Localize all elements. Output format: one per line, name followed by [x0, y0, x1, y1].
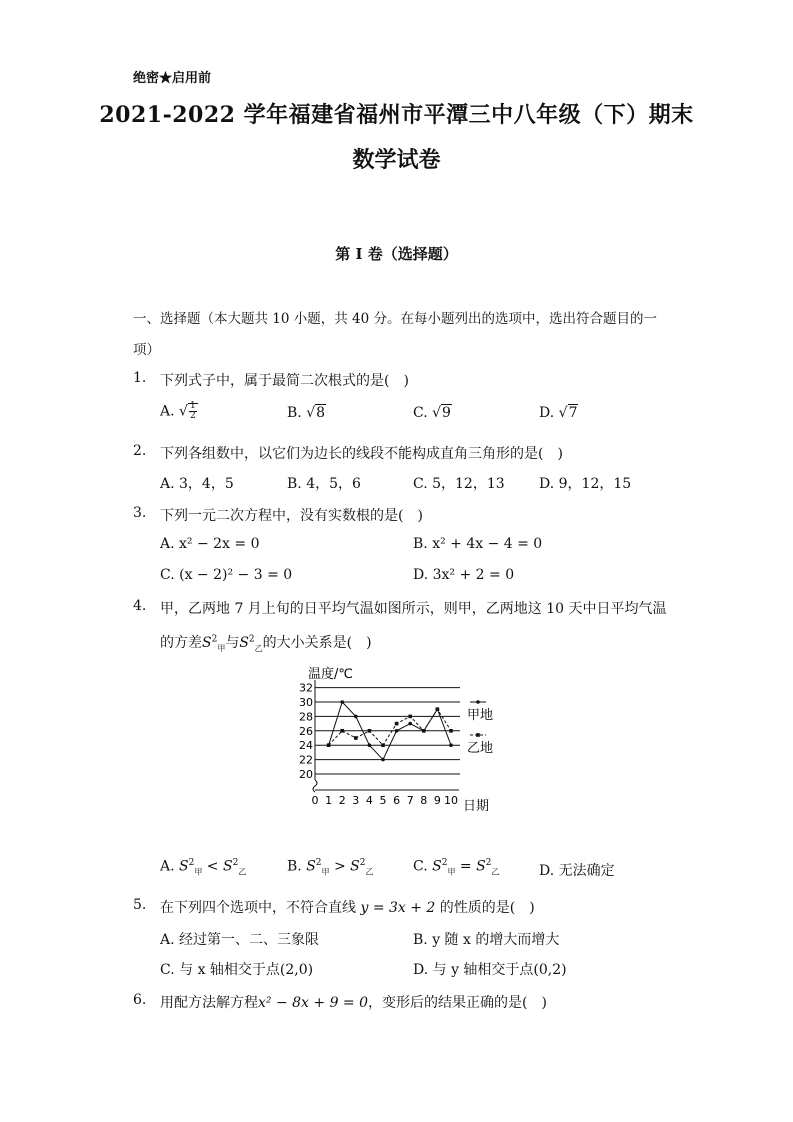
- subscript-jia: 甲: [447, 867, 456, 877]
- q4-option-b: [287, 858, 374, 877]
- radicand: 8: [316, 405, 326, 421]
- q2-option-d: D. 9，12，15: [539, 476, 632, 492]
- question-number: 3.: [133, 505, 147, 521]
- q4-text-post: 的大小关系是( ): [262, 635, 372, 651]
- q1-option-a: [160, 402, 198, 421]
- data-point-jia: [408, 722, 412, 726]
- q1-option-b: B. √8: [287, 405, 326, 421]
- relation-symbol: >: [333, 858, 346, 875]
- q1-option-c: C. √9: [413, 405, 451, 421]
- superscript: 2: [232, 858, 239, 868]
- data-point-yi: [436, 707, 440, 711]
- data-point-jia: [340, 700, 344, 704]
- series-line-yi: [329, 709, 451, 745]
- option-label: B.: [287, 405, 302, 421]
- q6-equation: x² − 8x + 9 = 0: [258, 995, 369, 1011]
- q3-option-a: A. x² − 2x = 0: [160, 536, 260, 552]
- confidential-label: 绝密★启用前: [133, 71, 212, 86]
- chart-xlabel: 日期: [463, 799, 490, 814]
- superscript: 2: [188, 858, 195, 868]
- subscript-yi: 乙: [365, 867, 374, 877]
- question-4-text-line2: [160, 632, 372, 654]
- superscript: 2: [485, 858, 492, 868]
- q5-text-pre: 在下列四个选项中，不符合直线: [160, 900, 356, 916]
- question-number: 6.: [133, 992, 147, 1008]
- variance-symbol: S: [179, 858, 189, 875]
- x-tick-label: 9: [433, 794, 441, 807]
- q2-option-a: A. 3，4，5: [160, 476, 234, 492]
- data-point-jia: [381, 758, 385, 762]
- exam-title-line2: 数学试卷: [352, 147, 441, 173]
- chart-grid: [313, 680, 460, 792]
- subscript-jia: 甲: [321, 867, 330, 877]
- q5-option-b: B. y 随 x 的增大而增大: [413, 932, 560, 948]
- legend-marker: [476, 733, 480, 737]
- question-number: 5.: [133, 897, 147, 913]
- y-tick-label: 28: [299, 710, 313, 724]
- q4-conjunction: 与: [225, 635, 240, 651]
- x-tick-label: 4: [365, 794, 373, 807]
- question-5-text: [160, 897, 535, 917]
- radicand: 7: [568, 405, 578, 421]
- q6-text-pre: 用配方法解方程: [160, 995, 258, 1011]
- q3-option-d: D. 3x² + 2 = 0: [413, 567, 515, 583]
- y-tick-label: 22: [299, 753, 313, 767]
- relation-symbol: =: [459, 858, 472, 875]
- question-2-text: 下列各组数中，以它们为边长的线段不能构成直角三角形的是( ): [160, 446, 563, 462]
- option-text: 无法确定: [558, 863, 615, 879]
- variance-symbol: S: [432, 858, 442, 875]
- relation-symbol: <: [206, 858, 219, 875]
- x-tick-label: 10: [444, 794, 458, 807]
- question-6-text: [160, 992, 547, 1012]
- option-label: A.: [160, 858, 175, 875]
- fraction-denominator: 2: [189, 411, 196, 421]
- chart-legend: [467, 700, 493, 756]
- q5-option-a: A. 经过第一、二、三象限: [160, 932, 320, 948]
- y-tick-label: 20: [299, 768, 313, 781]
- superscript: 2: [248, 634, 255, 645]
- question-3-text: 下列一元二次方程中，没有实数根的是( ): [160, 508, 423, 524]
- section-description: 一、选择题（本大题共 10 小题，共 40 分。在每小题列出的选项中，选出符合题目的一项）: [133, 311, 658, 358]
- chart-ticks: [299, 682, 458, 807]
- superscript: 2: [441, 858, 448, 868]
- radicand: 9: [442, 405, 451, 421]
- y-tick-label: 26: [299, 724, 313, 738]
- variance-symbol: S: [202, 635, 212, 651]
- variance-symbol: S: [239, 635, 249, 651]
- legend-marker: [476, 700, 480, 704]
- subscript-jia: 甲: [217, 643, 226, 653]
- question-number: 4.: [133, 598, 147, 614]
- question-number: 2.: [133, 443, 147, 459]
- superscript: 2: [315, 858, 322, 868]
- question-number: 1.: [133, 370, 147, 386]
- subscript-yi: 乙: [491, 867, 500, 877]
- data-point-yi: [395, 722, 399, 726]
- y-tick-label: 30: [299, 696, 313, 709]
- q2-option-c: C. 5，12，13: [413, 476, 505, 492]
- q5-text-post: 的性质的是( ): [439, 900, 535, 916]
- q5-option-c: C. 与 x 轴相交于点(2,0): [160, 962, 314, 978]
- data-point-jia: [449, 743, 453, 747]
- legend-label: 乙地: [467, 741, 494, 756]
- exam-title-line1: 2021-2022 学年福建省福州市平潭三中八年级（下）期末: [99, 102, 694, 128]
- data-point-jia: [368, 743, 372, 747]
- q4-text-pre: 的方差: [160, 635, 202, 651]
- variance-symbol: S: [306, 858, 316, 875]
- data-point-yi: [422, 729, 426, 733]
- q4-option-c: [413, 858, 499, 877]
- temperature-line-chart: [290, 660, 510, 820]
- q5-equation: y = 3x + 2: [360, 900, 436, 916]
- q4-option-d: [539, 860, 615, 880]
- x-tick-label: 7: [406, 794, 414, 807]
- legend-label: 甲地: [467, 708, 494, 723]
- option-label: D.: [539, 863, 555, 879]
- q3-option-c: C. (x − 2)² − 3 = 0: [160, 567, 293, 583]
- subscript-jia: 甲: [194, 867, 203, 877]
- x-tick-label: 8: [420, 794, 428, 807]
- q2-option-b: B. 4，5，6: [287, 476, 361, 492]
- data-point-yi: [381, 743, 385, 747]
- question-1-text: 下列式子中，属于最简二次根式的是( ): [160, 373, 409, 389]
- x-tick-label: 0: [311, 794, 319, 807]
- data-point-yi: [354, 736, 358, 740]
- question-4-text-line1: 甲，乙两地 7 月上旬的日平均气温如图所示，则甲，乙两地这 10 天中日平均气温: [160, 601, 667, 617]
- data-point-yi: [449, 729, 453, 733]
- q3-option-b: B. x² + 4x − 4 = 0: [413, 536, 543, 552]
- subscript-yi: 乙: [254, 643, 263, 653]
- x-tick-label: 5: [379, 794, 387, 807]
- variance-symbol: S: [222, 858, 233, 875]
- q1-option-d: D. √7: [539, 405, 578, 421]
- q4-option-a: [160, 858, 246, 877]
- chart-ylabel: 温度/℃: [308, 667, 353, 682]
- option-label: C.: [413, 858, 428, 875]
- option-label: C.: [413, 405, 428, 421]
- data-point-jia: [354, 715, 358, 719]
- option-label: D.: [539, 405, 555, 421]
- volume-title: 第 I 卷（选择题）: [335, 245, 458, 263]
- option-label: A.: [160, 403, 175, 420]
- option-label: B.: [287, 858, 302, 875]
- q5-option-d: D. 与 y 轴相交于点(0,2): [413, 962, 567, 978]
- fraction-numerator: 1: [189, 401, 196, 411]
- data-point-yi: [368, 729, 372, 733]
- data-point-yi: [327, 743, 331, 747]
- x-tick-label: 3: [352, 794, 360, 807]
- data-point-yi: [340, 729, 344, 733]
- data-point-yi: [408, 715, 412, 719]
- subscript-yi: 乙: [238, 867, 247, 877]
- q6-text-post: ，变形后的结果正确的是( ): [368, 995, 547, 1011]
- superscript: 2: [211, 634, 218, 645]
- y-tick-label: 24: [299, 739, 313, 753]
- sqrt-expression: √ $\frac{1}{2}$: [179, 401, 196, 421]
- x-tick-label: 6: [393, 794, 401, 807]
- y-tick-label: 32: [299, 681, 313, 695]
- variance-symbol: S: [476, 858, 486, 875]
- x-tick-label: 1: [325, 794, 333, 807]
- variance-symbol: S: [350, 858, 360, 875]
- x-tick-label: 2: [338, 794, 346, 807]
- superscript: 2: [359, 858, 366, 868]
- data-point-jia: [395, 729, 399, 733]
